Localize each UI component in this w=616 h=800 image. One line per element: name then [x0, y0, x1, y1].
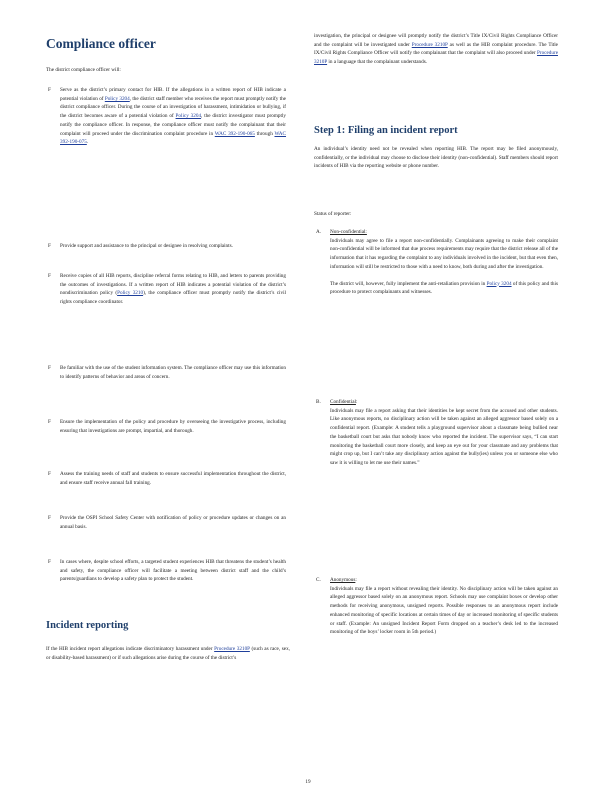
item-letter: B.	[316, 399, 321, 405]
text-run: Serve as the district’s primary contact for HIB. If the allegations in a written report of HIB indicate a potential violation of	[60, 87, 286, 102]
text-run: ), the compliance officer must promptly notify the district’s civil rights compliance coordinator.	[60, 290, 286, 306]
text-run: Anonymous	[330, 577, 356, 583]
item-title	[330, 398, 558, 407]
text-run: .	[86, 139, 89, 146]
bullet-text: In cases where, despite school efforts, a targeted student experiences HIB that threatens the student’s health and safety, the compliance officer will facilitate a meeting between district staff and the child’s parents/guardians to develop a safety plan to protect the student.	[60, 559, 286, 583]
compliance-intro: The district compliance officer will:	[46, 67, 121, 73]
procedure-3210p-link[interactable]: Procedure 3210P	[411, 41, 448, 48]
item-text: Individuals may file a report asking that their identities be kept secret from the accused and other students. Like anonymous reports, no disciplinary action will be taken against an alleged aggressor based solely on a confidential report. (Example: A student tells a playground supervisor about a classmate being bullied near the basketball court but asks that nobody know who reported the incident. The supervisor says, “I can start monitoring the basketball court more closely, and keep an eye out for your classmate and any problems that might crop up, but I can’t take any disciplinary action against the bully(ies) unless you or someone else who saw it is willing to let me use their names.”	[330, 407, 558, 466]
item-letter: A.	[316, 229, 322, 235]
item-text	[330, 280, 558, 297]
page-number: 19	[305, 779, 311, 785]
wac-link[interactable]: WAC 392-190-075	[60, 130, 287, 146]
list-item	[316, 398, 558, 468]
text-run: , the district staff member who receives the report must promptly notify the district compliance officer. During the course of an investigation of harassment, intimidation or bullying, if the district becomes aware of a potential violation of	[60, 95, 286, 120]
step-1-heading: Step 1: Filing an incident report	[314, 125, 458, 136]
list-item	[48, 470, 286, 487]
text-run: as well as the HIB complaint procedure. The Title IX/Civil Rights Compliance Officer will notify the complainant that the complaint will also proceed under	[314, 41, 558, 57]
list-item	[316, 576, 558, 637]
procedure-3210p-link[interactable]: Procedure 3210P	[214, 646, 250, 652]
status-of-reporter-label: Status of reporter:	[314, 211, 352, 217]
bullet-marker: F	[48, 273, 51, 279]
policy-3210-link[interactable]: Policy 3210	[117, 290, 144, 297]
bullet-text	[60, 86, 286, 147]
bullet-text: Provide the OSPI School Safety Center with notification of policy or procedure updates or changes on an annual basis.	[60, 515, 286, 530]
investigation-text	[314, 32, 558, 67]
text-run: (such as race, sex, or disability-based harassment) or if such allegations arise during the course of the district’s	[46, 646, 290, 661]
text-run: , the district investigator must promptly notify the compliance officer. In response, the compliance officer must notify the complainant that their complaint will proceed under the discrimination complaint procedure in	[60, 113, 286, 137]
item-text: Individuals may file a report without revealing their identity. No disciplinary action will be taken against an alleged aggressor based solely on an anonymous report. Schools may use complaint boxes or develop other methods for receiving anonymous, unsigned reports. Possible responses to an anonymous report include enhanced monitoring of specific locations at certain times of day or increased monitoring of specific students or staff. (Example: An unsigned Incident Report Form dropped on a teacher’s desk led to the increased monitoring of the boys’ locker room in 5th period.)	[330, 585, 558, 636]
list-item	[48, 558, 286, 584]
step-1-text: An individual’s identity need not be revealed when reporting HIB. The report may be filed anonymously, confidentially, or the individual may choose to disclose their identity (non-confidential). Staff members should report incidents of HIB via the reporting website or phone number.	[314, 146, 558, 170]
policy-3204-link[interactable]: Policy 3204	[486, 280, 512, 287]
text-run: The district will, however, fully implement the anti-retaliation provision in	[330, 280, 487, 287]
list-item	[316, 228, 558, 297]
text-run: investigation, the principal or designee will promptly notify the district’s Title IX/Civil Rights Compliance Officer and the complaint will be investigated under	[314, 33, 558, 48]
text-run: If the HIB incident report allegations indicate discriminatory harassment under	[46, 646, 215, 652]
procedure-3210p-link[interactable]: Procedure 3210P	[314, 50, 558, 66]
text-run: Receive copies of all HIB reports, discipline referral forms relating to HIB, and letters to parents providing the outcomes of investigations. If a written report of HIB indicates a potential violation of the district’s nondiscrimination policy (	[60, 273, 286, 297]
incident-reporting-text	[46, 645, 290, 662]
list-item	[48, 242, 286, 251]
list-item	[48, 364, 286, 381]
bullet-marker: F	[48, 559, 51, 565]
bullet-text: Be familiar with the use of the student information system. The compliance officer may use this information to identify patterns of behavior and areas of concern.	[60, 365, 286, 380]
bullet-marker: F	[48, 419, 51, 425]
bullet-marker: F	[48, 87, 51, 93]
list-item	[48, 514, 286, 531]
text-run: Confidential	[330, 399, 356, 405]
bullet-text: Assess the training needs of staff and students to ensure successful implementation throughout the district, and ensure staff receive annual fall training.	[60, 471, 286, 486]
text-run: :	[355, 577, 357, 583]
list-item	[48, 86, 287, 147]
compliance-officer-heading: Compliance officer	[46, 36, 156, 51]
bullet-marker: F	[48, 515, 51, 521]
item-text: Individuals may agree to file a report non-confidentially. Complainants agreeing to make their complaint non-confidential will be informed that due process requirements may require that the district release all of the information that it has regarding the complaint to any individuals involved in the incident, but that even then, information will still be restricted to those with a need to know, both during and after the investigation.	[330, 237, 558, 270]
text-run: Non-confidential:	[330, 229, 367, 235]
policy-3204-link[interactable]: Policy 3204	[104, 95, 130, 102]
list-item	[48, 272, 286, 307]
item-title	[330, 228, 558, 237]
list-item	[48, 418, 286, 435]
bullet-text: Ensure the implementation of the policy and procedure by overseeing the investigative process, including ensuring that investigations are prompt, impartial, and thorough.	[60, 419, 286, 434]
text-run: through	[254, 130, 275, 137]
text-run: :	[355, 399, 358, 405]
text-run: in a language that the complainant understands.	[327, 59, 428, 66]
wac-link[interactable]: WAC 392-190-065	[214, 130, 255, 137]
bullet-text	[60, 272, 286, 307]
item-letter: C.	[316, 577, 321, 583]
bullet-marker: F	[48, 471, 51, 477]
policy-3204-link[interactable]: Policy 3204	[175, 113, 202, 120]
bullet-marker: F	[48, 243, 51, 249]
incident-reporting-heading: Incident reporting	[46, 620, 129, 631]
bullet-text: Provide support and assistance to the principal or designee in resolving complaints.	[60, 243, 233, 249]
text-run: of this policy and this procedure to protect complainants and witnesses.	[330, 280, 558, 296]
bullet-marker: F	[48, 365, 51, 371]
item-title	[330, 576, 558, 585]
